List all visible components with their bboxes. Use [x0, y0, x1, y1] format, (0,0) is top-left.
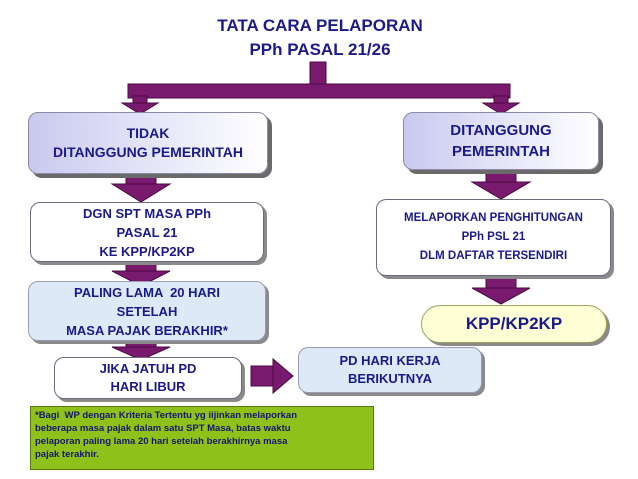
holiday-line-2: HARI LIBUR [110, 379, 186, 394]
borne-line-1: DITANGGUNG [450, 122, 552, 139]
title-line-2: PPh PASAL 21/26 [249, 40, 391, 59]
deadline-line-2: SETELAH [116, 303, 178, 319]
tax-office-label: KPP/KP2KP [465, 314, 563, 333]
report-line-2: PPh PSL 21 [461, 231, 526, 243]
borne-line-2: PEMERINTAH [451, 143, 551, 160]
not-borne-by-government-box [28, 112, 268, 174]
report-line-3: DLM DAFTAR TERSENDIRI [419, 250, 568, 262]
page-title [150, 14, 490, 62]
footnote-line-3: pelaporan paling lama 20 hari setelah berakhirnya masa [35, 436, 288, 447]
not-borne-line-1: TIDAK [126, 125, 170, 141]
deadline-box [28, 281, 266, 341]
borne-by-government-box [403, 112, 599, 170]
holiday-box [54, 357, 242, 399]
title-stem [310, 62, 326, 86]
footnote-line-4: pajak terakhir. [35, 449, 99, 460]
next-day-line-1: PD HARI KERJA [339, 353, 441, 368]
arrow-right-2 [472, 288, 530, 304]
report-box [376, 199, 611, 276]
arrow-left-1 [112, 184, 170, 202]
footnote-line-2: beberapa masa pajak dalam satu SPT Masa, batas waktu [35, 423, 291, 434]
deadline-line-1: PALING LAMA 20 HARI [74, 284, 220, 300]
footnote-box [30, 406, 374, 470]
not-borne-line-2: DITANGGUNG PEMERINTAH [52, 144, 244, 160]
tax-office-oval [421, 305, 607, 343]
holiday-line-1: JIKA JATUH PD [99, 361, 197, 376]
spt-box [30, 202, 264, 262]
deadline-line-3: MASA PAJAK BERAKHIR* [66, 322, 228, 338]
branch-bar [128, 84, 510, 98]
footnote-line-1: *Bagi WP dengan Kriteria Tertentu yg iijinkan melaporkan [35, 410, 298, 421]
next-working-day-box [298, 347, 482, 393]
spt-line-2: PASAL 21 [116, 224, 178, 240]
next-day-line-2: BERIKUTNYA [347, 371, 433, 386]
report-line-1: MELAPORKAN PENGHITUNGAN [404, 212, 583, 224]
arrow-to-next-day [273, 359, 293, 393]
title-line-1: TATA CARA PELAPORAN [217, 16, 423, 35]
arrow-right-1 [472, 182, 530, 199]
spt-line-1: DGN SPT MASA PPh [82, 205, 212, 221]
spt-line-3: KE KPP/KP2KP [99, 243, 195, 259]
